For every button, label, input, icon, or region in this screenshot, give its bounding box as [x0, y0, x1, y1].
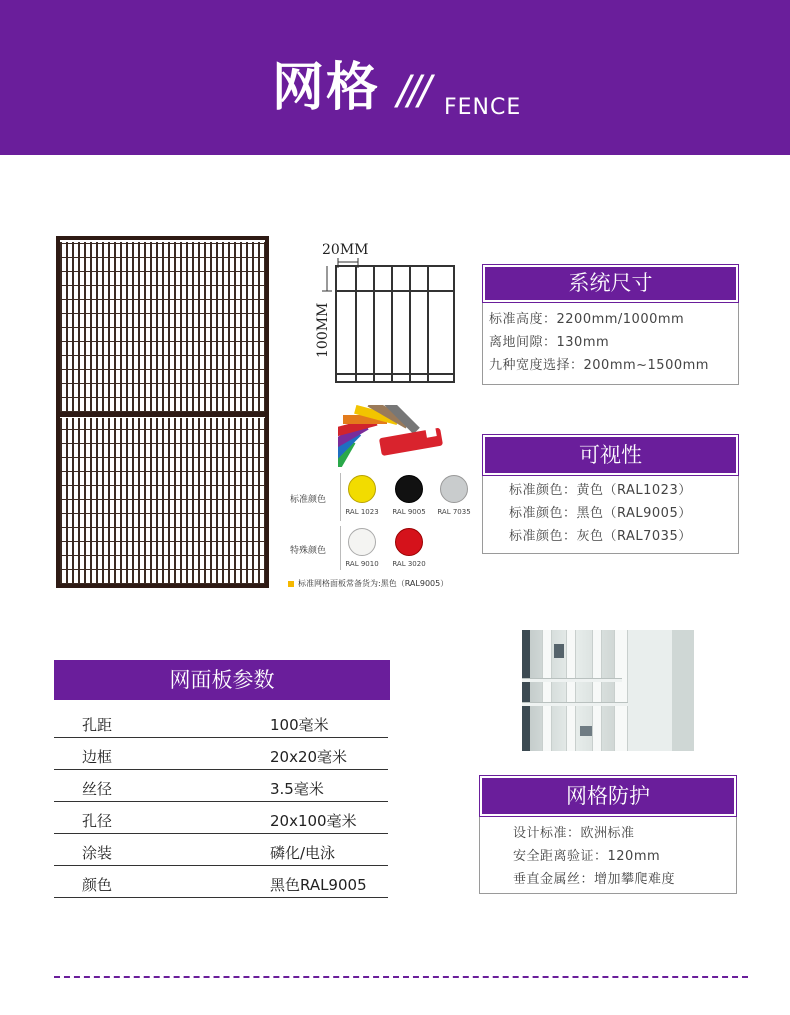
fence-crossbar [60, 412, 265, 417]
swatch-ral-9010 [348, 528, 376, 556]
swatch-code: RAL 7035 [437, 508, 471, 516]
stock-color-note [288, 578, 448, 589]
bullet-square-icon [288, 581, 294, 587]
special-colors-label: 特殊颜色 [290, 546, 327, 556]
photo-bar [614, 630, 628, 751]
photo-bar [542, 630, 552, 751]
fence-panel-image [56, 236, 269, 588]
photo-detail [580, 726, 592, 736]
photo-bar [566, 630, 576, 751]
fence-mesh-lower [60, 418, 265, 584]
param-key: 孔距 [82, 716, 113, 734]
swatch-code: RAL 9005 [392, 508, 426, 516]
photo-post-shadow [672, 630, 694, 751]
mesh-dimension-diagram [310, 238, 470, 388]
visibility-line: 标准颜色：黄色（RAL1023） [509, 483, 692, 498]
protection-box [479, 775, 737, 894]
protection-line: 安全距离验证：120mm [513, 849, 661, 864]
param-value: 100毫米 [270, 716, 329, 734]
title-separator: /// [397, 68, 429, 114]
param-key: 丝径 [82, 780, 113, 798]
visibility-title: 可视性 [483, 435, 738, 475]
system-size-box [482, 264, 739, 385]
system-size-line: 九种宽度选择：200mm~1500mm [489, 358, 709, 373]
standard-colors-label: 标准颜色 [290, 495, 327, 505]
swatch-ral-1023 [348, 475, 376, 503]
swatch-code: RAL 3020 [392, 560, 426, 568]
page-subtitle: FENCE [444, 95, 522, 120]
system-size-line: 离地间隙：130mm [489, 335, 610, 350]
color-fan-icon [338, 405, 448, 467]
header-banner [0, 0, 790, 155]
swatch-code: RAL 1023 [345, 508, 379, 516]
protection-title: 网格防护 [480, 776, 736, 816]
param-key: 涂装 [82, 844, 113, 862]
param-value: 黑色RAL9005 [270, 876, 367, 894]
table-row [54, 834, 388, 866]
protection-line: 垂直金属丝：增加攀爬难度 [513, 872, 676, 887]
swatch-ral-9005 [395, 475, 423, 503]
photo-detail [554, 644, 564, 658]
table-row [54, 770, 388, 802]
stock-color-note-text: 标准网格面板常备货为:黑色（RAL9005） [298, 579, 449, 588]
param-key: 颜色 [82, 876, 113, 894]
photo-shadow [522, 630, 530, 751]
swatch-code: RAL 9010 [345, 560, 379, 568]
photo-post [628, 630, 672, 751]
mesh-width-label: 20MM [322, 242, 369, 258]
visibility-line: 标准颜色：黑色（RAL9005） [509, 506, 692, 521]
visibility-line: 标准颜色：灰色（RAL7035） [509, 529, 692, 544]
photo-bar [592, 630, 602, 751]
table-row [54, 738, 388, 770]
mesh-closeup-photo [522, 630, 694, 751]
fence-mesh-upper [60, 242, 265, 412]
table-row [54, 706, 388, 738]
param-value: 20x20毫米 [270, 748, 348, 766]
swatch-ral-3020 [395, 528, 423, 556]
system-size-line: 标准高度：2200mm/1000mm [489, 312, 685, 327]
swatch-ral-7035 [440, 475, 468, 503]
table-row [54, 802, 388, 834]
photo-crossbar [522, 678, 622, 682]
system-size-title: 系统尺寸 [483, 265, 738, 302]
param-value: 20x100毫米 [270, 812, 357, 830]
param-key: 孔径 [82, 812, 113, 830]
mesh-height-label: 100MM [315, 302, 331, 358]
page-title: 网格 [272, 58, 381, 118]
param-value: 磷化/电泳 [270, 844, 336, 862]
footer-divider [54, 976, 748, 978]
table-row [54, 866, 388, 898]
visibility-box [482, 434, 739, 554]
param-key: 边框 [82, 748, 113, 766]
photo-crossbar [522, 702, 632, 706]
param-value: 3.5毫米 [270, 780, 324, 798]
panel-params-title: 网面板参数 [54, 660, 390, 700]
protection-line: 设计标准：欧洲标准 [513, 826, 635, 841]
